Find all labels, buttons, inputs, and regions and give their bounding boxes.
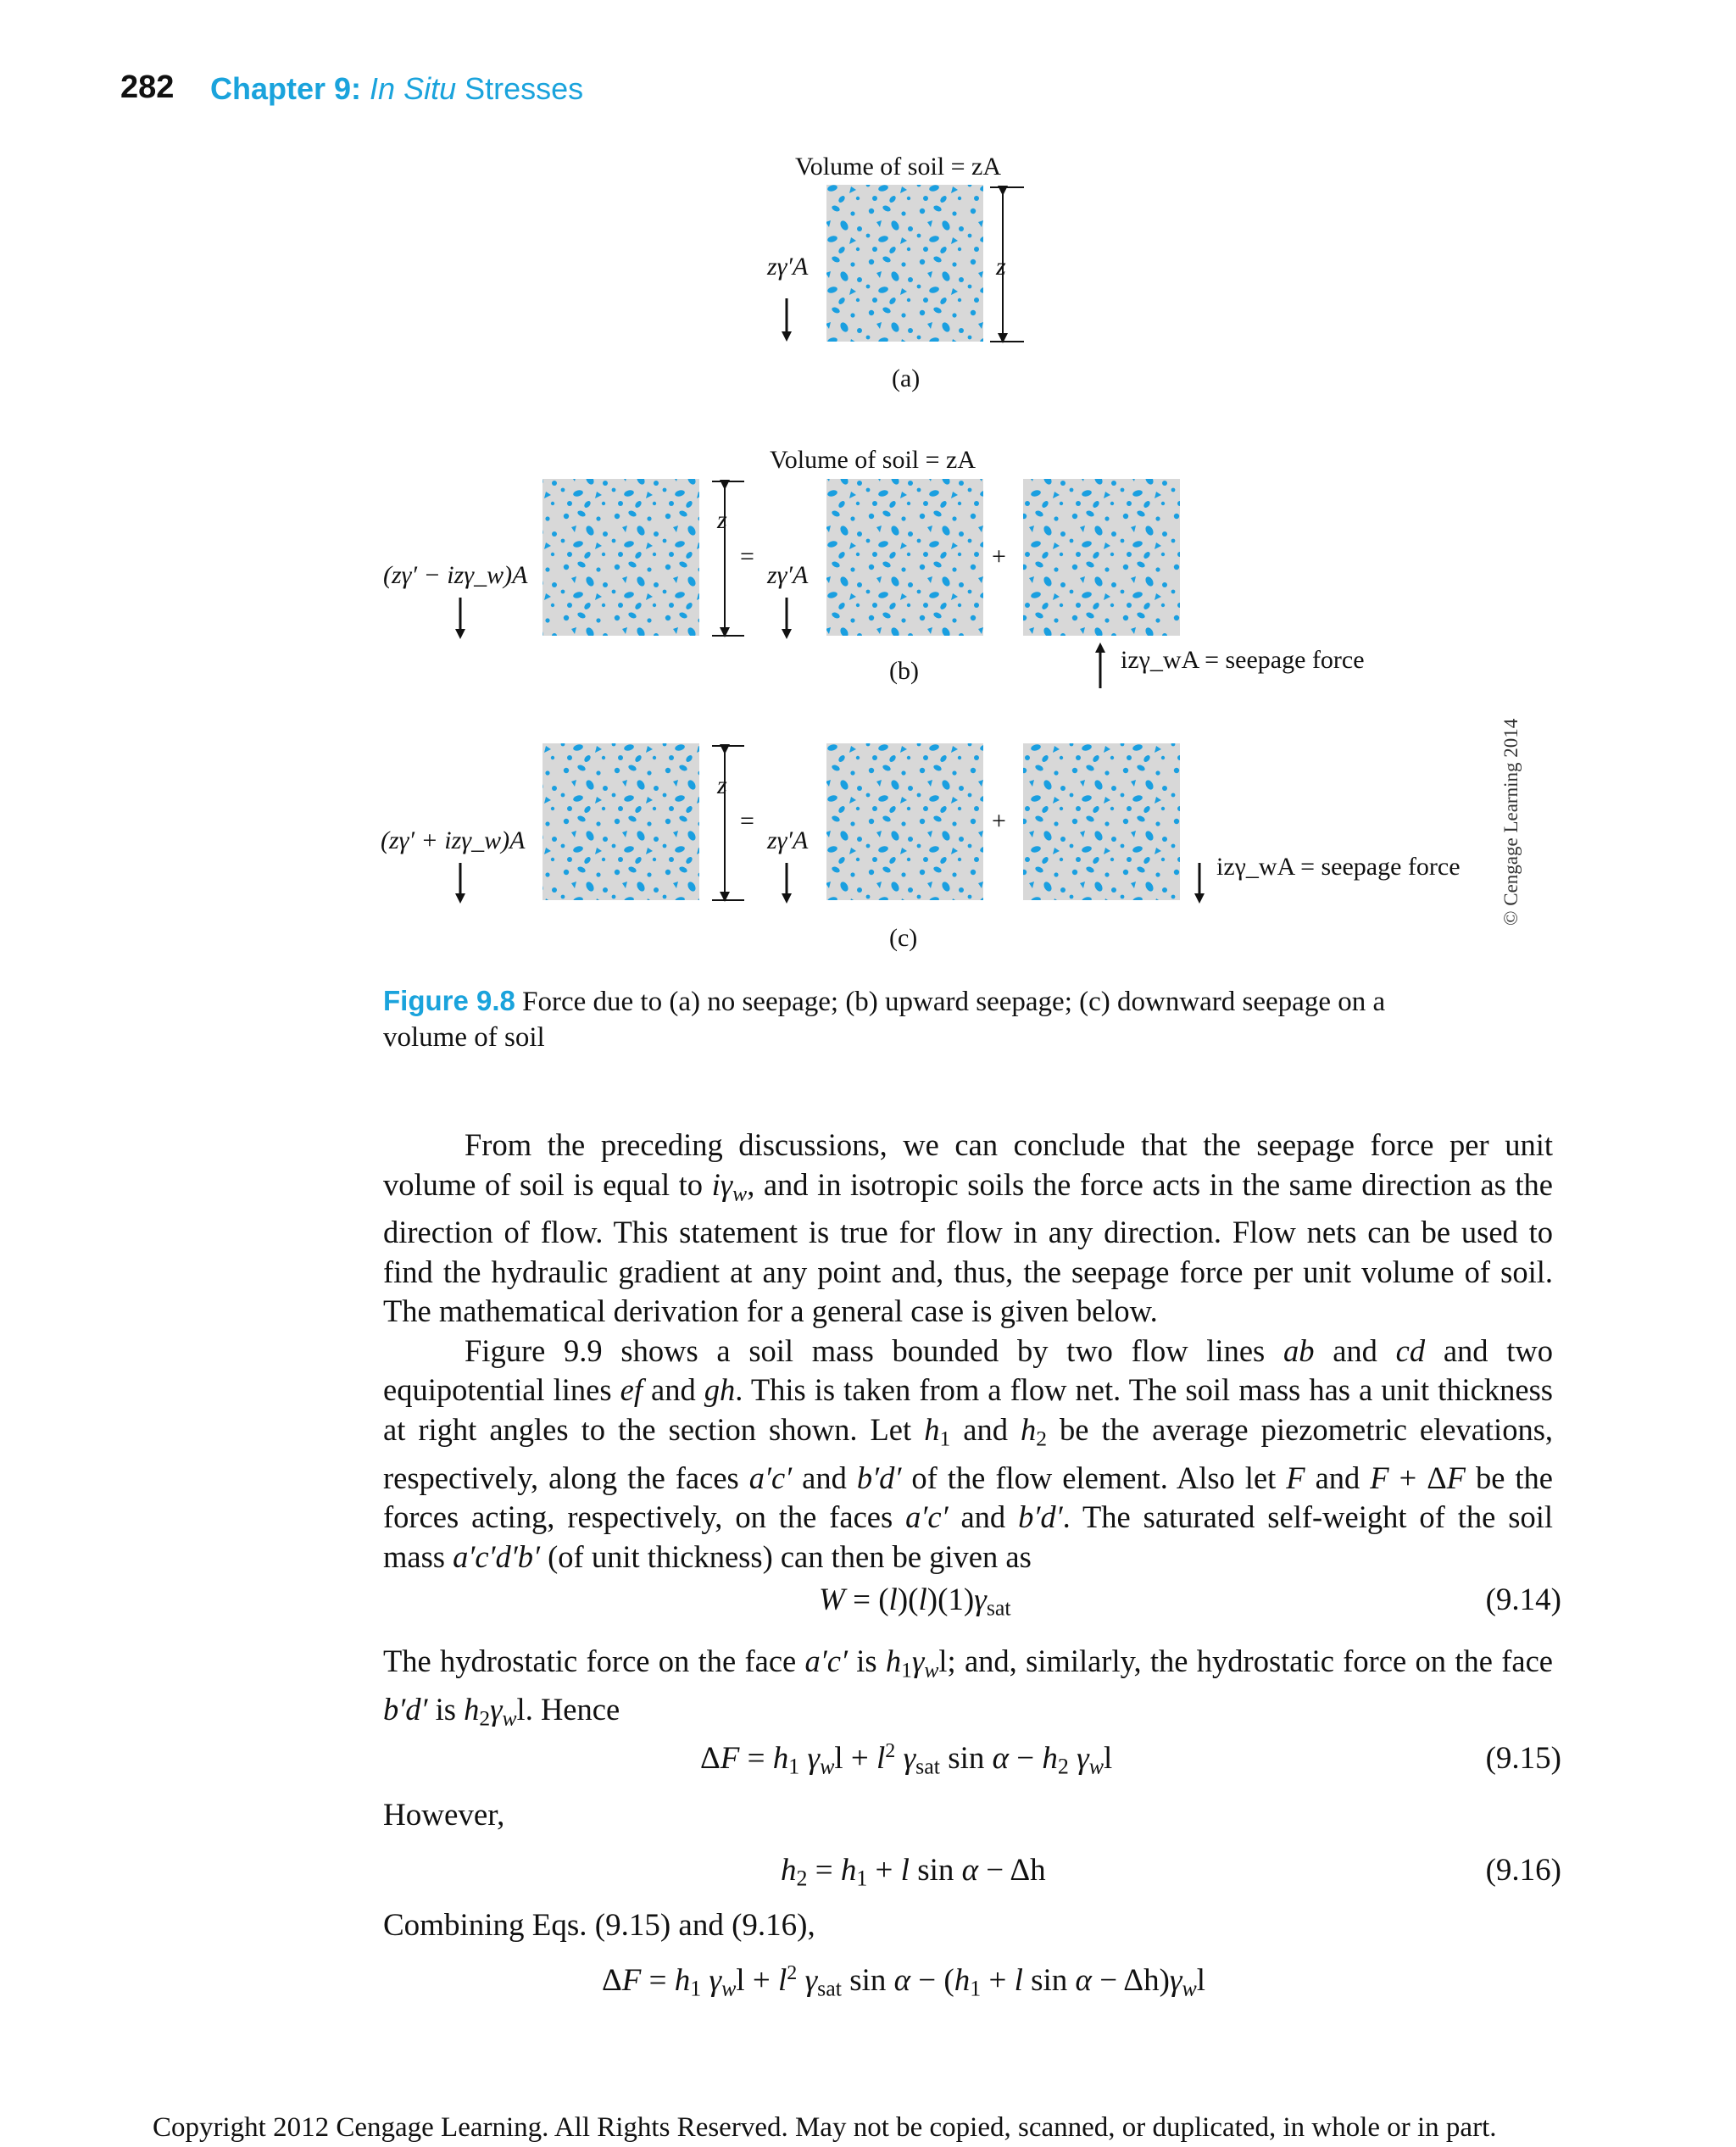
panel-c [460,743,1199,900]
panel-a-dim-label: z [996,253,1006,281]
caption-label: Figure 9.8 [383,985,515,1016]
panel-b-volume-label: Volume of soil = zA [770,446,976,474]
equation-number-9-14: (9.14) [1485,1582,1561,1617]
panel-a-volume-label: Volume of soil = zA [795,153,1002,181]
panel-a [787,185,1024,342]
panel-b-equals: = [740,542,754,570]
soil-block-b-right [1023,479,1180,636]
soil-block-c-mid [826,743,983,900]
side-copyright-text: © Cengage Learning 2014 [1500,718,1522,926]
page-footer-copyright: Copyright 2012 Cengage Learning. All Rights Reserved. May not be copied, scanned, or duplicated, in whole or in part. [153,2112,1497,2143]
soil-block-a [826,185,983,342]
panel-c-seepage-label: izγ_wA = seepage force [1216,853,1461,881]
panel-a-force-label: zγ′A [767,253,809,281]
page-number: 282 [120,70,175,105]
soil-block-c-right [1023,743,1180,900]
panel-c-dim-label: z [717,771,727,799]
panel-b-left-force: (zγ′ − izγ_w)A [383,561,528,589]
figure-9-8 [0,0,1736,966]
paragraph-2: Figure 9.9 shows a soil mass bounded by two flow lines ab and cd and two equipotential lines ef and gh. This is taken from a flow net. The soil mass has a unit thickness at right angles to the section shown. Let $h_1$ and $h_2$ be the average piezometric elevations, respectively, along the faces a′c′ and b′d′ of the flow element. Also let F and F + ΔF be the forces acting, respectively, on the faces a′c′ and b′d′. The saturated self-weight of the soil mass a′c′d′b′ (of unit thickness) can then be given as [383,1332,1554,1574]
paragraph-3-block [383,1642,1553,1738]
panel-b-mid-force: zγ′A [767,561,809,589]
equation-combined: $\Delta F = h_1$ $\gamma_wl + l^2$ $\gamma_{sat}$ $\sin \alpha - (h_1 + l$ $\sin \alpha - \Delta h)\gamma_wl$ [602,1962,1206,2001]
panel-c-plus: + [992,807,1006,835]
panel-c-left-force: (zγ′ + izγ_w)A [381,826,526,854]
figure-caption [383,983,1468,1055]
paragraph-1: From the preceding discussions, we can conclude that the seepage force per unit volume of soil is equal to $i\gamma_w$, and in isotropic soils the force acts in the same direction as the direction of flow. This statement is true for flow in any direction. Flow nets can be used to find the hydraulic gradient at any point and, thus, the seepage force per unit volume of soil. The mathematical derivation for a general case is given below. [383,1127,1553,1329]
combining-text: Combining Eqs. (9.15) and (9.16), [383,1908,815,1943]
panel-c-tag: (c) [889,924,918,952]
panel-c-equals: = [740,807,754,835]
panel-b-tag: (b) [889,657,919,685]
chapter-label: Chapter 9: [210,71,362,106]
equation-9-14: $W = (l)(l)(1)\gamma_{sat}$ [819,1582,1011,1621]
equation-9-15: $\Delta F = h_1$ $\gamma_wl + l^2$ $\gamma_{sat}$ $\sin \alpha - h_2$ $\gamma_wl$ [700,1740,1113,1779]
chapter-title-italic: In Situ [370,71,457,106]
panel-b-seepage-label: izγ_wA = seepage force [1121,646,1365,674]
soil-block-b-left [542,479,699,636]
however-text: However, [383,1798,505,1833]
paragraph-3: The hydrostatic force on the face a′c′ is $h_1\gamma_wl$; and, similarly, the hydrostatic force on the face b′d′ is $h_2\gamma_wl$. Hence [383,1644,1553,1731]
soil-block-b-mid [826,479,983,636]
equation-9-16: $h_2 = h_1 + l$ sin α − Δh [781,1853,1046,1891]
panel-a-tag: (a) [892,364,921,392]
panel-c-mid-force: zγ′A [767,826,809,854]
equation-number-9-16: (9.16) [1485,1853,1561,1888]
chapter-title-rest: Stresses [456,71,584,106]
caption-text: Force due to (a) no seepage; (b) upward seepage; (c) downward seepage on a volume of soil [383,987,1386,1053]
panel-b-plus: + [992,542,1006,570]
figure-side-copyright [1494,704,1527,958]
soil-block-c-left [542,743,699,900]
body-paragraphs [383,1126,1553,1577]
panel-b [460,479,1180,688]
panel-b-dim-label: z [717,506,727,534]
equation-number-9-15: (9.15) [1485,1741,1561,1776]
